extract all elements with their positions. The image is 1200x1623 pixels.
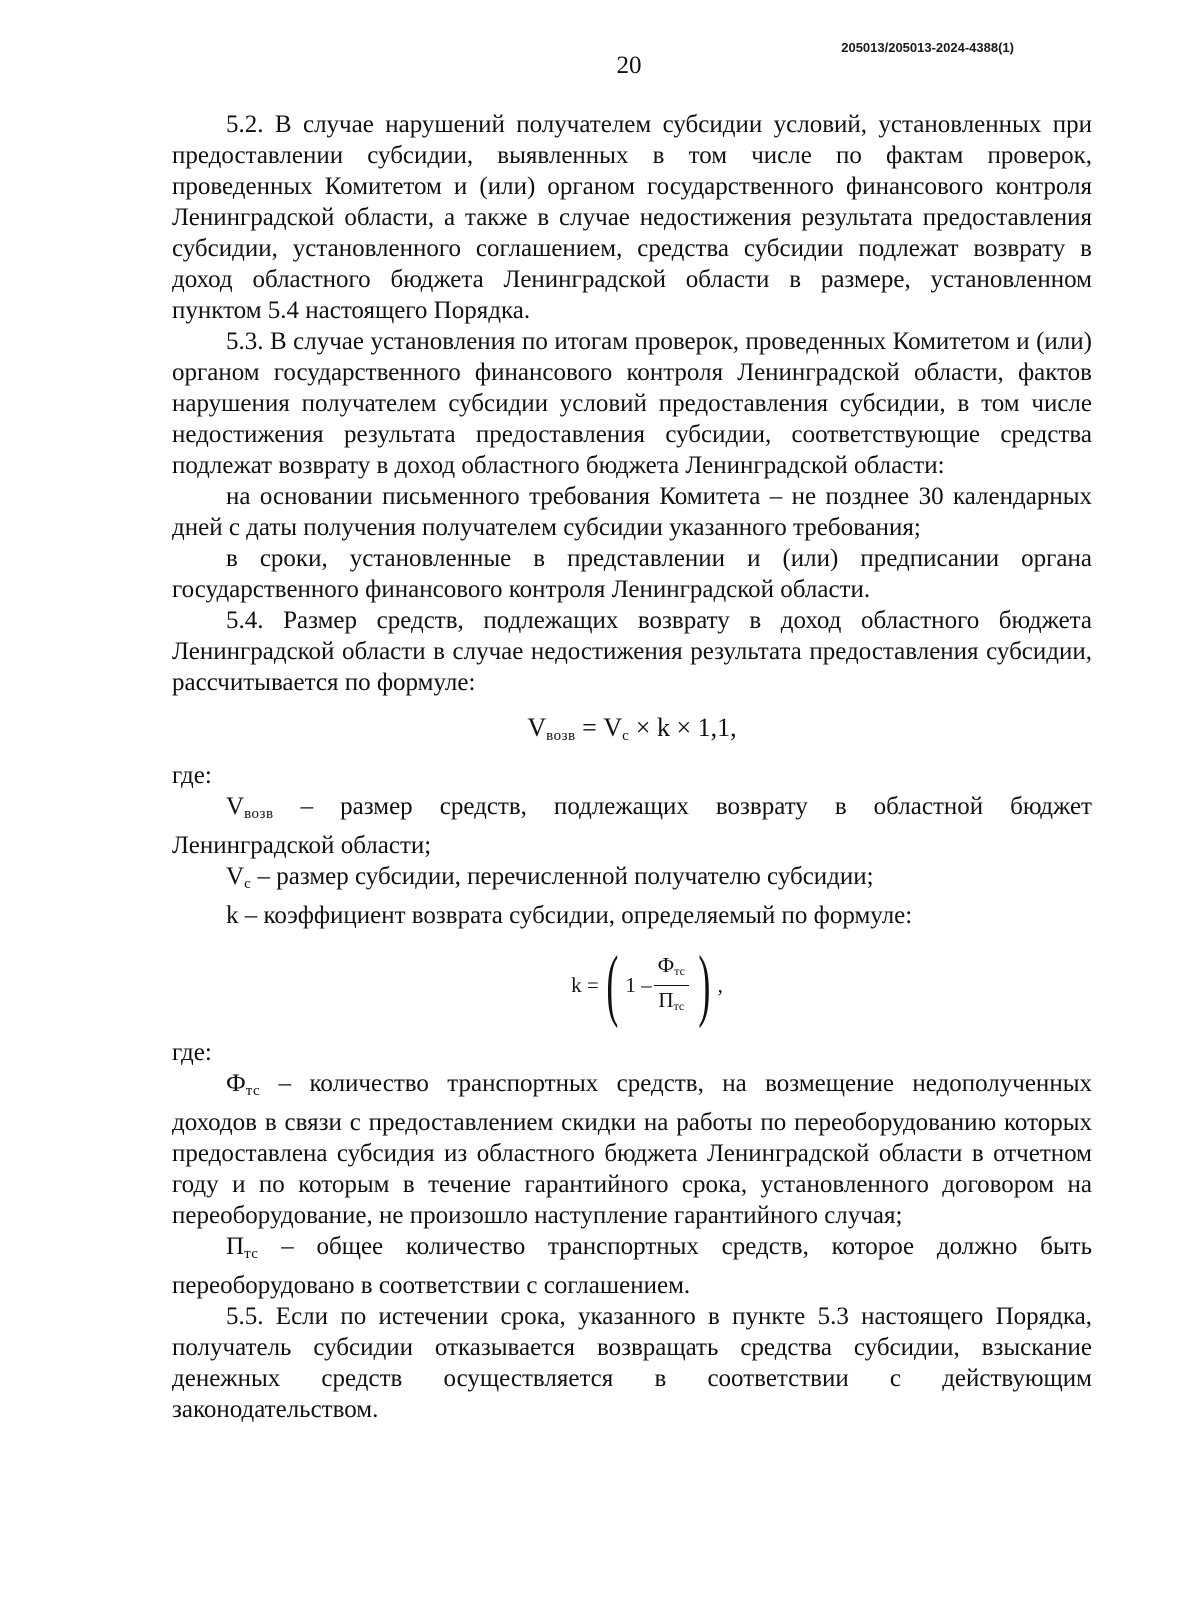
document-id: 205013/205013-2024-4388(1) [841,40,1014,55]
where-label-2: где: [172,1039,212,1066]
definition-v-c: $V_с$ – размер субсидии, перечисленной получателю субсидии; [226,863,874,892]
left-paren: ( [606,941,619,1029]
coefficient-formula: k = ( 1 – $\frac{\text{Фтс}}{\text{Птс}}$ ) , [571,941,723,1029]
page-number: 20 [616,52,642,79]
definition-k: k – коэффициент возврата субсидии, определяемый по формуле: [226,902,913,929]
paragraph-5-3: 5.3. В случае установления по итогам проверок, проведенных Комитетом и (или) органом государственного финансового контроля Ленинградской области, фактов нарушения получателем субсидии условий предоставления субсидии, в том числе недостижения результата предоставления субсидии, соответствующие средства подлежат возврату в доход областного бюджета Ленинградской области: [172,328,1092,479]
where-label: где: [172,762,212,789]
fraction: $\frac{\text{Фтс}}{\text{Птс}}$ [654,953,689,1018]
right-paren: ) [698,941,711,1029]
definition-f-tc: $Ф_{тс}$ – количество транспортных средств, на возмещение недополученных доходов в связи с предоставлением скидки на работы по переоборудованию которых предоставлена субсидия из областного бюджета Ленинградской области в отчетном году и по которым в течение гарантийного срока, установленного договором на переоборудование, не произошло наступление гарантийного случая; [172,1070,1092,1229]
definition-v-vozv: $V_{возв}$ – размер средств, подлежащих возврату в областной бюджет Ленинградской области; [172,793,1092,859]
definition-p-tc: $П_{тс}$ – общее количество транспортных средств, которое должно быть переоборудовано в соответствии с соглашением. [172,1233,1092,1299]
paragraph-5-4: 5.4. Размер средств, подлежащих возврату в доход областного бюджета Ленинградской области в случае недостижения результата предоставления субсидии, рассчитывается по формуле: [172,607,1092,696]
paragraph-5-3-item-b: в сроки, установленные в представлении и (или) предписании органа государственного финансового контроля Ленинградской области. [172,545,1092,603]
paragraph-5-5: 5.5. Если по истечении срока, указанного в пункте 5.3 настоящего Порядка, получатель субсидии отказывается возвращать средства субсидии, взыскание денежных средств осуществляется в соответствии с действующим законодательством. [172,1303,1092,1423]
paragraph-5-3-item-a: на основании письменного требования Комитета – не позднее 30 календарных дней с даты получения получателем субсидии указанного требования; [172,483,1092,541]
paragraph-5-2: 5.2. В случае нарушений получателем субсидии условий, установленных при предоставлении субсидии, выявленных в том числе по фактам проверок, проведенных Комитетом и (или) органом государственного финансового контроля Ленинградской области, а также в случае недостижения результата предоставления субсидии, установленного соглашением, средства субсидии подлежат возврату в доход областного бюджета Ленинградской области в размере, установленном пунктом 5.4 настоящего Порядка. [172,111,1092,324]
return-amount-formula: $V_{возв} = V_с \times k \times 1,1$, [527,713,737,744]
document-body [172,109,1092,1425]
